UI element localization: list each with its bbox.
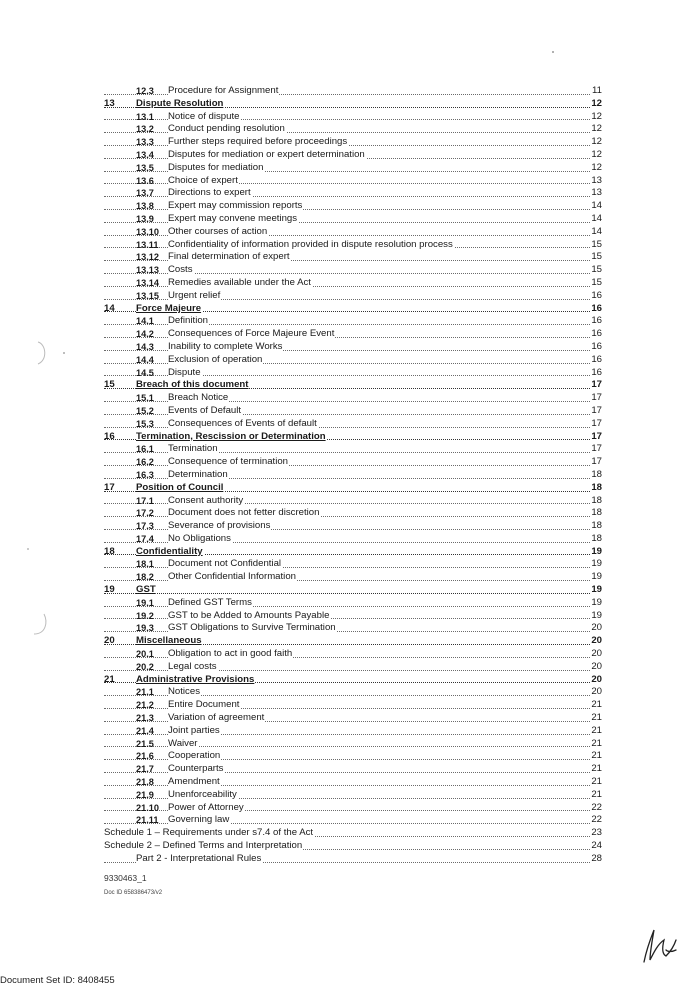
toc-page-number: 19 bbox=[591, 545, 602, 557]
dot-leader bbox=[104, 593, 590, 594]
scan-speck bbox=[63, 352, 65, 354]
table-of-contents bbox=[104, 85, 602, 866]
toc-number: 17.1 bbox=[136, 495, 154, 506]
toc-title: Counterparts bbox=[168, 763, 224, 775]
toc-page-number: 21 bbox=[591, 776, 602, 788]
toc-title: Events of Default bbox=[168, 404, 242, 416]
toc-number: 16.1 bbox=[136, 444, 154, 455]
toc-section bbox=[104, 674, 602, 687]
toc-subsection bbox=[104, 200, 602, 213]
toc-subsection bbox=[104, 162, 602, 175]
toc-title: Remedies available under the Act bbox=[168, 276, 311, 288]
toc-subsection bbox=[104, 661, 602, 674]
scan-speck bbox=[27, 548, 29, 550]
toc-number: 18.1 bbox=[136, 559, 154, 570]
toc-page-number: 19 bbox=[591, 558, 602, 570]
toc-title: Unenforceability bbox=[168, 788, 237, 800]
toc-title: Schedule 1 – Requirements under s7.4 of the Act bbox=[104, 827, 314, 839]
toc-subsection bbox=[104, 686, 602, 699]
scan-speck bbox=[552, 51, 554, 53]
toc-title: Governing law bbox=[168, 814, 230, 826]
toc-number: 15.3 bbox=[136, 418, 154, 429]
toc-page-number: 22 bbox=[591, 814, 602, 826]
toc-number: 21.7 bbox=[136, 764, 154, 775]
toc-subsection bbox=[104, 597, 602, 610]
toc-number: 21.2 bbox=[136, 700, 154, 711]
toc-page-number: 24 bbox=[591, 840, 602, 852]
toc-subsection bbox=[104, 699, 602, 712]
toc-page-number: 20 bbox=[591, 648, 602, 660]
toc-title: GST to be Added to Amounts Payable bbox=[168, 609, 330, 621]
toc-title: Dispute bbox=[168, 366, 201, 378]
toc-title: Expert may commission reports bbox=[168, 200, 303, 212]
document-number: 9330463_1 bbox=[104, 873, 147, 883]
toc-title: Position of Council bbox=[136, 481, 224, 493]
toc-page-number: 21 bbox=[591, 712, 602, 724]
toc-title: Termination bbox=[168, 443, 218, 455]
punch-mark bbox=[30, 340, 50, 366]
toc-number: 17.4 bbox=[136, 533, 154, 544]
toc-subsection bbox=[104, 175, 602, 188]
toc-page-number: 21 bbox=[591, 750, 602, 762]
toc-subsection bbox=[104, 392, 602, 405]
toc-subsection bbox=[104, 290, 602, 303]
toc-title: Document not Confidential bbox=[168, 558, 282, 570]
toc-page-number: 17 bbox=[591, 404, 602, 416]
toc-title: Consequences of Force Majeure Event bbox=[168, 328, 335, 340]
toc-number: 15.2 bbox=[136, 405, 154, 416]
toc-title: Final determination of expert bbox=[168, 251, 290, 263]
toc-title: Joint parties bbox=[168, 724, 220, 736]
toc-page-number: 16 bbox=[591, 315, 602, 327]
toc-page-number: 18 bbox=[591, 494, 602, 506]
toc-number: 21.10 bbox=[136, 802, 159, 813]
toc-title: Further steps required before proceedings bbox=[168, 136, 348, 148]
toc-page-number: 17 bbox=[591, 430, 602, 442]
toc-subsection bbox=[104, 456, 602, 469]
toc-title: Waiver bbox=[168, 737, 198, 749]
toc-title: Consequences of Events of default bbox=[168, 417, 317, 429]
toc-title: Dispute Resolution bbox=[136, 97, 224, 109]
toc-number: 19.2 bbox=[136, 610, 154, 621]
toc-subsection bbox=[104, 136, 602, 149]
toc-number: 14.4 bbox=[136, 354, 154, 365]
toc-page-number: 19 bbox=[591, 571, 602, 583]
toc-part bbox=[104, 853, 602, 866]
toc-page-number: 12 bbox=[591, 110, 602, 122]
toc-page-number: 17 bbox=[591, 417, 602, 429]
toc-page-number: 21 bbox=[591, 788, 602, 800]
toc-section bbox=[104, 303, 602, 316]
toc-subsection bbox=[104, 405, 602, 418]
toc-number: 18.2 bbox=[136, 572, 154, 583]
toc-title: Consent authority bbox=[168, 494, 244, 506]
toc-number: 13.9 bbox=[136, 213, 154, 224]
document-set-id: Document Set ID: 8408455 bbox=[0, 975, 115, 986]
toc-page-number: 12 bbox=[591, 123, 602, 135]
toc-subsection bbox=[104, 558, 602, 571]
toc-number: 13.13 bbox=[136, 265, 159, 276]
toc-number: 17 bbox=[104, 481, 115, 493]
toc-title: Costs bbox=[168, 264, 193, 276]
toc-title: Schedule 2 – Defined Terms and Interpretation bbox=[104, 840, 303, 852]
toc-number: 13.3 bbox=[136, 137, 154, 148]
toc-number: 19 bbox=[104, 584, 115, 596]
toc-number: 16 bbox=[104, 430, 115, 442]
toc-page-number: 17 bbox=[591, 379, 602, 391]
toc-title: Severance of provisions bbox=[168, 520, 271, 532]
toc-number: 13.2 bbox=[136, 124, 154, 135]
toc-title: Consequence of termination bbox=[168, 456, 288, 468]
toc-title: Conduct pending resolution bbox=[168, 123, 285, 135]
toc-title: Document does not fetter discretion bbox=[168, 507, 320, 519]
toc-page-number: 21 bbox=[591, 737, 602, 749]
toc-title: GST bbox=[136, 584, 156, 596]
toc-page-number: 14 bbox=[591, 225, 602, 237]
toc-title: Definition bbox=[168, 315, 208, 327]
toc-number: 13.5 bbox=[136, 162, 154, 173]
toc-subsection bbox=[104, 443, 602, 456]
toc-title: Cooperation bbox=[168, 750, 221, 762]
toc-subsection bbox=[104, 610, 602, 623]
toc-subsection bbox=[104, 85, 602, 98]
toc-subsection bbox=[104, 725, 602, 738]
toc-number: 17.2 bbox=[136, 508, 154, 519]
toc-subsection bbox=[104, 571, 602, 584]
toc-schedule bbox=[104, 840, 602, 853]
toc-page-number: 11 bbox=[590, 85, 602, 98]
toc-number: 13.4 bbox=[136, 149, 154, 160]
toc-subsection bbox=[104, 507, 602, 520]
toc-title: Entire Document bbox=[168, 699, 240, 711]
toc-page-number: 16 bbox=[591, 302, 602, 314]
toc-number: 14.2 bbox=[136, 329, 154, 340]
toc-title: Obligation to act in good faith bbox=[168, 648, 293, 660]
toc-title: Variation of agreement bbox=[168, 712, 265, 724]
toc-title: Termination, Rescission or Determination bbox=[136, 430, 326, 442]
toc-title: Miscellaneous bbox=[136, 635, 202, 647]
toc-number: 14.3 bbox=[136, 341, 154, 352]
toc-subsection bbox=[104, 789, 602, 802]
toc-page-number: 18 bbox=[591, 507, 602, 519]
toc-number: 21.3 bbox=[136, 713, 154, 724]
toc-subsection bbox=[104, 814, 602, 827]
toc-subsection bbox=[104, 277, 602, 290]
toc-title: Procedure for Assignment bbox=[168, 85, 279, 96]
toc-page-number: 28 bbox=[591, 852, 602, 864]
toc-number: 13.14 bbox=[136, 277, 159, 288]
toc-number: 13.6 bbox=[136, 175, 154, 186]
toc-title: Other Confidential Information bbox=[168, 571, 296, 583]
toc-number: 21.5 bbox=[136, 738, 154, 749]
toc-page-number: 16 bbox=[591, 328, 602, 340]
toc-subsection bbox=[104, 533, 602, 546]
toc-number: 20 bbox=[104, 635, 115, 647]
toc-subsection bbox=[104, 251, 602, 264]
toc-number: 14.1 bbox=[136, 316, 154, 327]
toc-title: Expert may convene meetings bbox=[168, 212, 298, 224]
toc-page-number: 19 bbox=[591, 584, 602, 596]
toc-number: 13.10 bbox=[136, 226, 159, 237]
toc-section bbox=[104, 546, 602, 559]
toc-title: Urgent relief bbox=[168, 289, 221, 301]
toc-page-number: 20 bbox=[591, 686, 602, 698]
toc-title: Determination bbox=[168, 468, 228, 480]
toc-title: Confidentiality of information provided in dispute resolution process bbox=[168, 238, 453, 250]
toc-section bbox=[104, 98, 602, 111]
toc-page-number: 16 bbox=[591, 289, 602, 301]
toc-number: 13.15 bbox=[136, 290, 159, 301]
toc-subsection bbox=[104, 622, 602, 635]
toc-subsection bbox=[104, 328, 602, 341]
toc-page-number: 19 bbox=[591, 609, 602, 621]
toc-page-number: 12 bbox=[591, 161, 602, 173]
toc-page-number: 15 bbox=[591, 276, 602, 288]
toc-number: 13.12 bbox=[136, 252, 159, 263]
toc-page-number: 15 bbox=[591, 264, 602, 276]
toc-subsection bbox=[104, 738, 602, 751]
toc-page-number: 20 bbox=[591, 635, 602, 647]
toc-page-number: 15 bbox=[591, 238, 602, 250]
toc-subsection bbox=[104, 367, 602, 380]
toc-page-number: 16 bbox=[591, 353, 602, 365]
toc-title: GST Obligations to Survive Termination bbox=[168, 622, 336, 634]
toc-number: 13.8 bbox=[136, 201, 154, 212]
toc-page-number: 17 bbox=[591, 392, 602, 404]
toc-number: 14 bbox=[104, 302, 115, 314]
toc-title: Inability to complete Works bbox=[168, 340, 283, 352]
toc-subsection bbox=[104, 712, 602, 725]
toc-number: 21.11 bbox=[136, 815, 159, 826]
toc-title: Exclusion of operation bbox=[168, 353, 263, 365]
toc-title: Disputes for mediation or expert determination bbox=[168, 148, 365, 160]
toc-page-number: 13 bbox=[591, 187, 602, 199]
punch-mark bbox=[30, 612, 50, 638]
toc-number: 21.4 bbox=[136, 725, 154, 736]
toc-number: 13.11 bbox=[136, 239, 159, 250]
toc-schedule bbox=[104, 827, 602, 840]
toc-page-number: 19 bbox=[591, 596, 602, 608]
toc-page-number: 23 bbox=[591, 827, 602, 839]
toc-page-number: 14 bbox=[591, 200, 602, 212]
toc-page-number: 17 bbox=[591, 456, 602, 468]
toc-number: 16.3 bbox=[136, 469, 154, 480]
toc-number: 14.5 bbox=[136, 367, 154, 378]
toc-number: 21 bbox=[104, 673, 115, 685]
toc-number: 18 bbox=[104, 545, 115, 557]
toc-subsection bbox=[104, 469, 602, 482]
toc-subsection bbox=[104, 239, 602, 252]
toc-subsection bbox=[104, 315, 602, 328]
toc-page-number: 21 bbox=[591, 763, 602, 775]
toc-section bbox=[104, 431, 602, 444]
toc-subsection bbox=[104, 226, 602, 239]
toc-subsection bbox=[104, 354, 602, 367]
toc-subsection bbox=[104, 213, 602, 226]
document-id: Doc ID 658386473/v2 bbox=[104, 890, 163, 896]
toc-subsection bbox=[104, 341, 602, 354]
toc-page-number: 17 bbox=[591, 443, 602, 455]
toc-page-number: 21 bbox=[591, 699, 602, 711]
toc-number: 20.1 bbox=[136, 649, 154, 660]
toc-number: 12.3 bbox=[136, 86, 154, 96]
toc-page-number: 15 bbox=[591, 251, 602, 263]
toc-title: Breach Notice bbox=[168, 392, 229, 404]
toc-number: 15 bbox=[104, 379, 115, 391]
toc-section bbox=[104, 482, 602, 495]
toc-page-number: 18 bbox=[591, 468, 602, 480]
toc-subsection bbox=[104, 149, 602, 162]
toc-number: 15.1 bbox=[136, 393, 154, 404]
toc-page-number: 12 bbox=[591, 148, 602, 160]
toc-number: 13.1 bbox=[136, 111, 154, 122]
toc-title: Administrative Provisions bbox=[136, 673, 255, 685]
toc-number: 20.2 bbox=[136, 661, 154, 672]
toc-page-number: 18 bbox=[591, 520, 602, 532]
toc-number: 13 bbox=[104, 97, 115, 109]
toc-subsection bbox=[104, 418, 602, 431]
toc-title: Other courses of action bbox=[168, 225, 268, 237]
toc-page-number: 12 bbox=[591, 97, 602, 109]
toc-number: 21.6 bbox=[136, 751, 154, 762]
toc-page-number: 12 bbox=[591, 136, 602, 148]
toc-subsection bbox=[104, 750, 602, 763]
toc-number: 21.1 bbox=[136, 687, 154, 698]
toc-page-number: 20 bbox=[591, 660, 602, 672]
toc-title: Breach of this document bbox=[136, 379, 249, 391]
toc-number: 13.7 bbox=[136, 188, 154, 199]
toc-page-number: 18 bbox=[591, 532, 602, 544]
toc-title: Directions to expert bbox=[168, 187, 251, 199]
toc-page-number: 20 bbox=[591, 673, 602, 685]
toc-subsection bbox=[104, 648, 602, 661]
toc-title: Choice of expert bbox=[168, 174, 238, 186]
toc-page-number: 18 bbox=[591, 481, 602, 493]
toc-title: Confidentiality bbox=[136, 545, 203, 557]
toc-page-number: 20 bbox=[591, 622, 602, 634]
toc-title: Legal costs bbox=[168, 660, 217, 672]
toc-title: Power of Attorney bbox=[168, 801, 244, 813]
toc-subsection bbox=[104, 187, 602, 200]
toc-subsection bbox=[104, 111, 602, 124]
toc-page-number: 14 bbox=[591, 212, 602, 224]
toc-title: Notice of dispute bbox=[168, 110, 240, 122]
toc-number: 21.9 bbox=[136, 789, 154, 800]
toc-page-number: 13 bbox=[591, 174, 602, 186]
toc-section bbox=[104, 584, 602, 597]
toc-page-number: 16 bbox=[591, 366, 602, 378]
toc-title: Disputes for mediation bbox=[168, 161, 264, 173]
toc-number: 19.3 bbox=[136, 623, 154, 634]
toc-number: 16.2 bbox=[136, 457, 154, 468]
toc-subsection bbox=[104, 776, 602, 789]
toc-subsection bbox=[104, 520, 602, 533]
toc-section bbox=[104, 379, 602, 392]
toc-title: Force Majeure bbox=[136, 302, 202, 314]
toc-page-number: 16 bbox=[591, 340, 602, 352]
toc-number: 17.3 bbox=[136, 521, 154, 532]
toc-number: 21.8 bbox=[136, 777, 154, 788]
toc-page-number: 22 bbox=[591, 801, 602, 813]
toc-subsection bbox=[104, 495, 602, 508]
toc-title: Amendment bbox=[168, 776, 220, 788]
toc-section bbox=[104, 635, 602, 648]
toc-title: No Obligations bbox=[168, 532, 231, 544]
toc-subsection bbox=[104, 763, 602, 776]
toc-page-number: 21 bbox=[591, 724, 602, 736]
initials-signature bbox=[636, 922, 680, 966]
toc-subsection bbox=[104, 802, 602, 815]
toc-title: Part 2 - Interpretational Rules bbox=[136, 852, 262, 864]
toc-title: Defined GST Terms bbox=[168, 596, 252, 608]
toc-title: Notices bbox=[168, 686, 200, 698]
toc-subsection bbox=[104, 123, 602, 136]
toc-number: 19.1 bbox=[136, 597, 154, 608]
toc-subsection bbox=[104, 264, 602, 277]
